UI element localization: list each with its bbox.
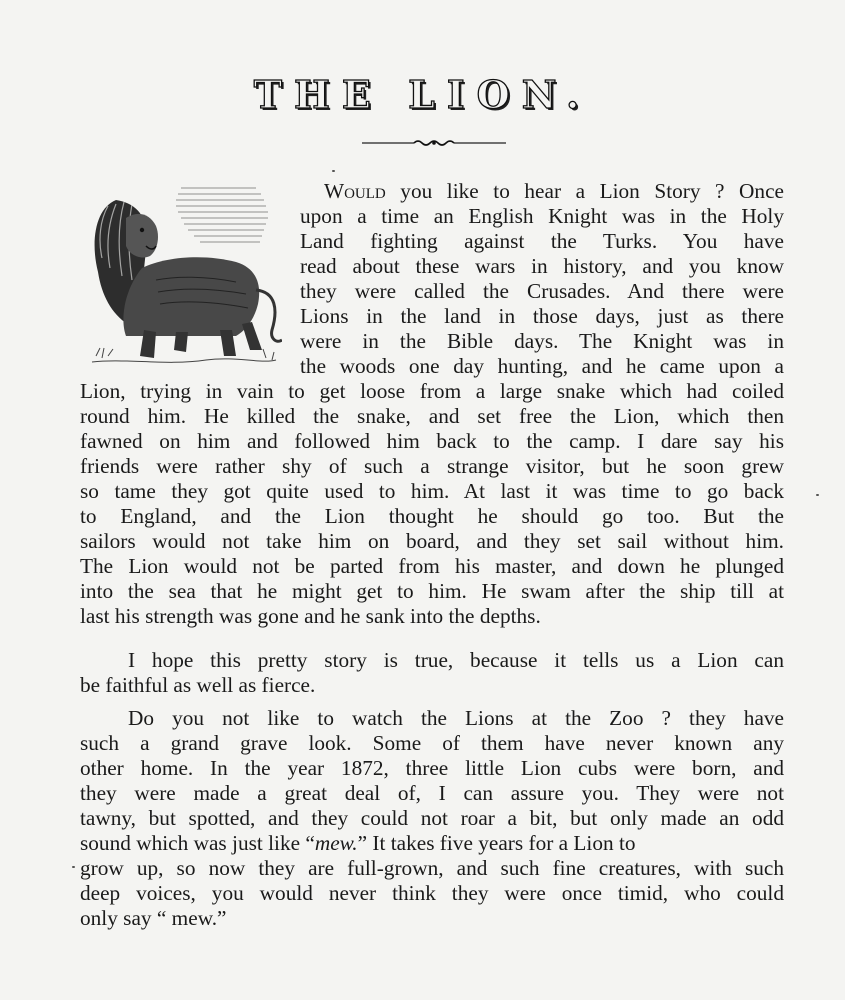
text-line: Lions in the land in those days, just as there — [300, 304, 784, 328]
text-line: last his strength was gone and he sank into the depths. — [80, 604, 541, 628]
text-line: I hope this pretty story is true, because it tells us a Lion can — [128, 648, 784, 672]
print-speck — [816, 494, 819, 496]
text-line: The Lion would not be parted from his master, and down he plunged — [80, 554, 784, 578]
opening-dropword: Would — [324, 179, 386, 203]
print-speck — [72, 866, 75, 868]
text-line: Land fighting against the Turks. You have — [300, 229, 784, 253]
text-line: read about these wars in history, and you know — [300, 254, 784, 278]
text-line: such a grand grave look. Some of them have never known any — [80, 731, 784, 755]
title-ornament-rule — [362, 136, 506, 150]
text-line: friends were rather shy of such a strange visitor, but he soon grew — [80, 454, 784, 478]
text-line: to England, and the Lion thought he should go too. But the — [80, 504, 784, 528]
text-line: only say “ mew.” — [80, 906, 227, 930]
text-line: grow up, so now they are full-grown, and such fine creatures, with such — [80, 856, 784, 880]
print-speck — [332, 170, 335, 172]
text-line: fawned on him and followed him back to the camp. I dare say his — [80, 429, 784, 453]
text-line: Lion, trying in vain to get loose from a large snake which had coiled — [80, 379, 784, 403]
text-line: so tame they got quite used to him. At last it was time to go back — [80, 479, 784, 503]
text-line: they were called the Crusades. And there were — [300, 279, 784, 303]
text-line: deep voices, you would never think they were once timid, who could — [80, 881, 784, 905]
text-line: be faithful as well as fierce. — [80, 673, 316, 697]
mew-italic: mew. — [314, 831, 358, 855]
opening-rest: you like to hear a Lion Story ? Once — [385, 179, 784, 203]
text-line: upon a time an English Knight was in the Holy — [300, 204, 784, 228]
text-line: were in the Bible days. The Knight was in — [300, 329, 784, 353]
opening-line — [324, 179, 784, 204]
text-segment: sound which was just like “mew.” It takes five years for a Lion to — [80, 831, 636, 855]
lion-engraving-image — [86, 180, 282, 376]
text-line: tawny, but spotted, and they could not roar a bit, but only made an odd — [80, 806, 784, 830]
text-line: into the sea that he might get to him. He swam after the ship till at — [80, 579, 784, 603]
text-line: sailors would not take him on board, and they set sail without him. — [80, 529, 784, 553]
page-title: THE LION. — [253, 72, 592, 117]
text-line: round him. He killed the snake, and set free the Lion, which then — [80, 404, 784, 428]
text-line: other home. In the year 1872, three little Lion cubs were born, and — [80, 756, 784, 780]
text-line: the woods one day hunting, and he came upon a — [300, 354, 784, 378]
text-line: they were made a great deal of, I can assure you. They were not — [80, 781, 784, 805]
text-line: Do you not like to watch the Lions at the Zoo ? they have — [128, 706, 784, 730]
text-line-mew — [80, 831, 784, 856]
